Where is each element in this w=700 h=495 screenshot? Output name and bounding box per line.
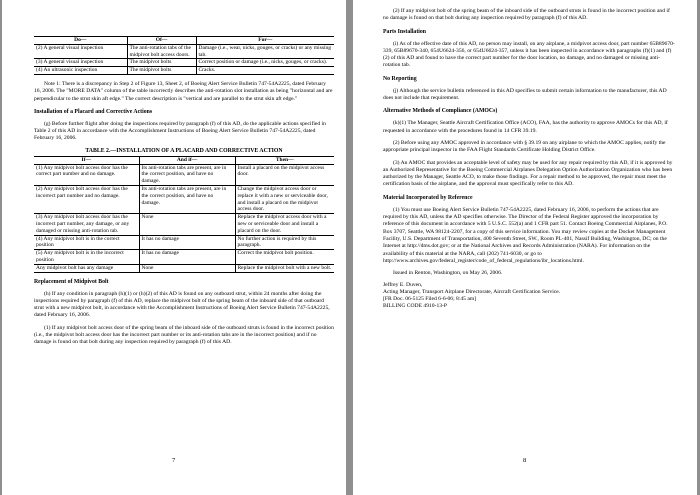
table-cell: It has no damage: [139, 235, 235, 250]
page-8: [353, 0, 697, 495]
table-cell: It has no damage: [139, 250, 235, 265]
column-header: And if—: [139, 156, 235, 164]
section-heading: Parts Installation: [383, 28, 426, 35]
issued-line: Issued in Renton, Washington, on May 26, 2006.: [393, 270, 503, 277]
page-number: 8: [523, 457, 527, 464]
paragraph-h1: (1) If any midpivot bolt access door of the spring beam of the inboard side of the outboard struts is found in the incorrect position (i.e., the midpivot bolt access door has the incorrect part number or its anti-rotation tabs are in the incorrect position) and if no damage is found on that bolt during any inspection required by paragraph (f) of this AD.: [34, 324, 334, 346]
table-row: [34, 67, 334, 75]
paragraph-h2: (2) If any midpivot bolt of the spring beam of the inboard side of the outboard struts is found in the incorrect position and if no damage is found on that bolt during any inspection required by paragraph (f) of this AD.: [383, 8, 670, 22]
table-row: [34, 264, 334, 272]
table-cell: Replace the midpivot access door with a new or serviceable door and install a placard on the door.: [235, 214, 334, 235]
table-header-row: [34, 156, 334, 164]
section-heading: Replacement of Midpivot Bolt: [34, 278, 109, 285]
section-heading: Alternative Methods of Compliance (AMOCs): [383, 108, 498, 115]
column-header: Then—: [235, 156, 334, 164]
table-cell: (2) Any midpivot bolt access door has the incorrect part number and no damage.: [34, 185, 139, 213]
column-header: If—: [34, 156, 139, 164]
table-cell: Correct position or damage (i.e., nicks, gouges, or cracks).: [196, 59, 334, 67]
paragraph-i: (i) As of the effective date of this AD, no person may install, on any airplane, a midpivot access door, part number 65B89670-339, 65B89670-340, 654U6624-356, or 654U6624-357, unless it has been inspected in accordance with paragraphs (f)(1) and (f)(2) of this AD and found to have the correct part number for the door location, no damage, and no damaged or missing anti-rotation tab.: [383, 40, 675, 69]
table-row: [34, 59, 334, 67]
table-cell: Cracks.: [196, 67, 334, 75]
table-cell: (3) A general visual inspection: [34, 59, 127, 67]
table-cell: No further action is required by this paragraph.: [235, 235, 334, 250]
paragraph-k2: (2) Before using any AMOC approved in accordance with § 39.19 on any airplane to which the AMOC applies, notify the appropriate principal inspector in the FAA Flight Standards Certificate Holding District Office.: [383, 139, 666, 154]
column-header: Of—: [127, 37, 196, 45]
paragraph-g: (g) Before further flight after doing the inspections required by paragraph (f) of this AD, do the applicable actions specified in Table 2 of this AD in accordance with the Accomplishment Instructions of Boeing Alert Service Bulletin 747-54A2225, dated February 16, 2006.: [34, 120, 326, 142]
paragraph-l1: (1) You must use Boeing Alert Service Bulletin 747-54A2225, dated February 16, 2006, to perform the actions that are required by this AD, unless the AD specifies otherwise. The Director of the Federal Register approved the incorporation by reference of this document in accordance with 5 U.S.C. 552(a) and 1 CFR part 51. Contact Boeing Commercial Airplanes, P.O. Box 3707, Seattle, WA 98124-2207, for a copy of this service information. You may review copies at the Docket Management Facility, U.S. Department of Transportation, 400 Seventh Street, SW., Room PL-401, Nassif Building, Washington, DC; on the Internet at http://dms.dot.gov; or at the National Archives and Records Administration (NARA). For information on the availability of this material at the NARA, call (202) 741-6030, or go to http://www.archives.gov/federal_register/code_of_federal_regulations/ibr_locations.html.: [383, 206, 668, 264]
signatory-title: Acting Manager, Transport Airplane Directorate, Aircraft Certification Service.: [383, 289, 561, 296]
table-cell: Its anti-rotation tabs are present, are in the correct position, and have no damage.: [139, 164, 235, 185]
table-cell: Correct the midpivot bolt position.: [235, 250, 334, 265]
table-cell: (4) Any midpivot bolt is in the correct position: [34, 235, 139, 250]
note-1: Note 1: There is a discrepancy in Step 2 of Figure 13, Sheet 2, of Boeing Alert Service Bulletin 747-54A2225, dated February 16, 2006. The "MORE DATA" column of the table incorrectly describes the anti-rotation slot installation as being "horizontal and are perpendicular to the strut skin aft edge." The correct description is "vertical and are parallel to the strut skin aft edge.": [34, 80, 333, 102]
table-row: [34, 235, 334, 250]
inspection-table: [34, 36, 334, 75]
fr-doc-line: [FR Doc. 06-5125 Filed 6-6-06; 8:45 am]: [383, 296, 477, 303]
billing-code: BILLING CODE 4910-13-P: [383, 303, 448, 310]
section-heading: Installation of a Placard and Corrective Actions: [34, 108, 153, 115]
table-cell: Its anti-rotation tabs are present, are in the correct position, and have no damage.: [139, 185, 235, 213]
table-row: [34, 250, 334, 265]
table-cell: The midpivot bolts: [127, 67, 196, 75]
table-cell: (2) A general visual inspection: [34, 44, 127, 59]
table-cell: Install a placard on the midpivot access door.: [235, 164, 334, 185]
paragraph-k1: (k)(1) The Manager, Seattle Aircraft Certification Office (ACO), FAA, has the authority to approve AMOCs for this AD, if requested in accordance with the procedures found in 14 CFR 39.19.: [383, 120, 668, 134]
table-cell: (1) Any midpivot bolt access door has the correct part number and no damage.: [34, 164, 139, 185]
section-heading: Material Incorporated by Reference: [383, 194, 473, 201]
table-cell: The anti-rotation tabs of the midpivot bolt access doors.: [127, 44, 196, 59]
table-cell: The midpivot bolts: [127, 59, 196, 67]
paragraph-j: (j) Although the service bulletin referenced in this AD specifies to submit certain information to the manufacturer, this AD does not include that requirement.: [383, 87, 667, 102]
table-row: [34, 44, 334, 59]
table-row: [34, 164, 334, 185]
table-cell: Damage (i.e., wear, nicks, gouges, or cracks) or any missing tab.: [196, 44, 334, 59]
table-row: [34, 214, 334, 235]
table-cell: None: [139, 214, 235, 235]
table-cell: Replace the midpivot bolt with a new bolt.: [235, 264, 334, 272]
paragraph-h: (h) If any condition in paragraph (h)(1) or (h)(2) of this AD is found on any outboard strut, within 24 months after doing the inspections required by paragraph (f) of this AD, replace the midpivot bolt of the spring beam of the inboard side of that outboard strut with a new midpivot bolt, in accordance with the Accomplishment Instructions of Boeing Alert Service Bulletin 747-54A2225, dated February 16, 2006.: [34, 290, 330, 319]
corrective-action-table: [34, 156, 334, 273]
table-cell: None: [139, 264, 235, 272]
page-7: [2, 0, 346, 495]
table-row: [34, 185, 334, 213]
page-number: 7: [172, 457, 176, 464]
table-cell: (4) An ultrasonic inspection: [34, 67, 127, 75]
column-header: For—: [196, 37, 334, 45]
section-heading: No Reporting: [383, 75, 417, 82]
page-gutter: [346, 0, 353, 495]
table-caption: TABLE 2.—INSTALLATION OF A PLACARD AND CORRECTIVE ACTION: [85, 147, 283, 154]
table-cell: (5) Any midpivot bolt is in the incorrect position: [34, 250, 139, 265]
table-cell: (3) Any midpivot bolt access door has the incorrect part number, any damage, or any damaged or missing anti-rotation tab.: [34, 214, 139, 235]
column-header: Do—: [34, 37, 127, 45]
signatory-name: Jeffrey E. Duven,: [383, 282, 423, 289]
table-cell: Change the midpivot access door or replace it with a new or serviceable door, and install a placard on the midpivot access door.: [235, 185, 334, 213]
paragraph-k3: (3) An AMOC that provides an acceptable level of safety may be used for any repair required by this AD, if it is approved by an Authorized Representative for the Boeing Commercial Airplanes Delegation Option Authorization Organization who has been authorized by the Manager, Seattle ACO, to make those findings. For a repair method to be approved, the repair must meet the certification basis of the airplane, and the approval must specifically refer to this AD.: [383, 159, 673, 188]
table-header-row: [34, 37, 334, 45]
table-cell: Any midpivot bolt has any damage: [34, 264, 139, 272]
